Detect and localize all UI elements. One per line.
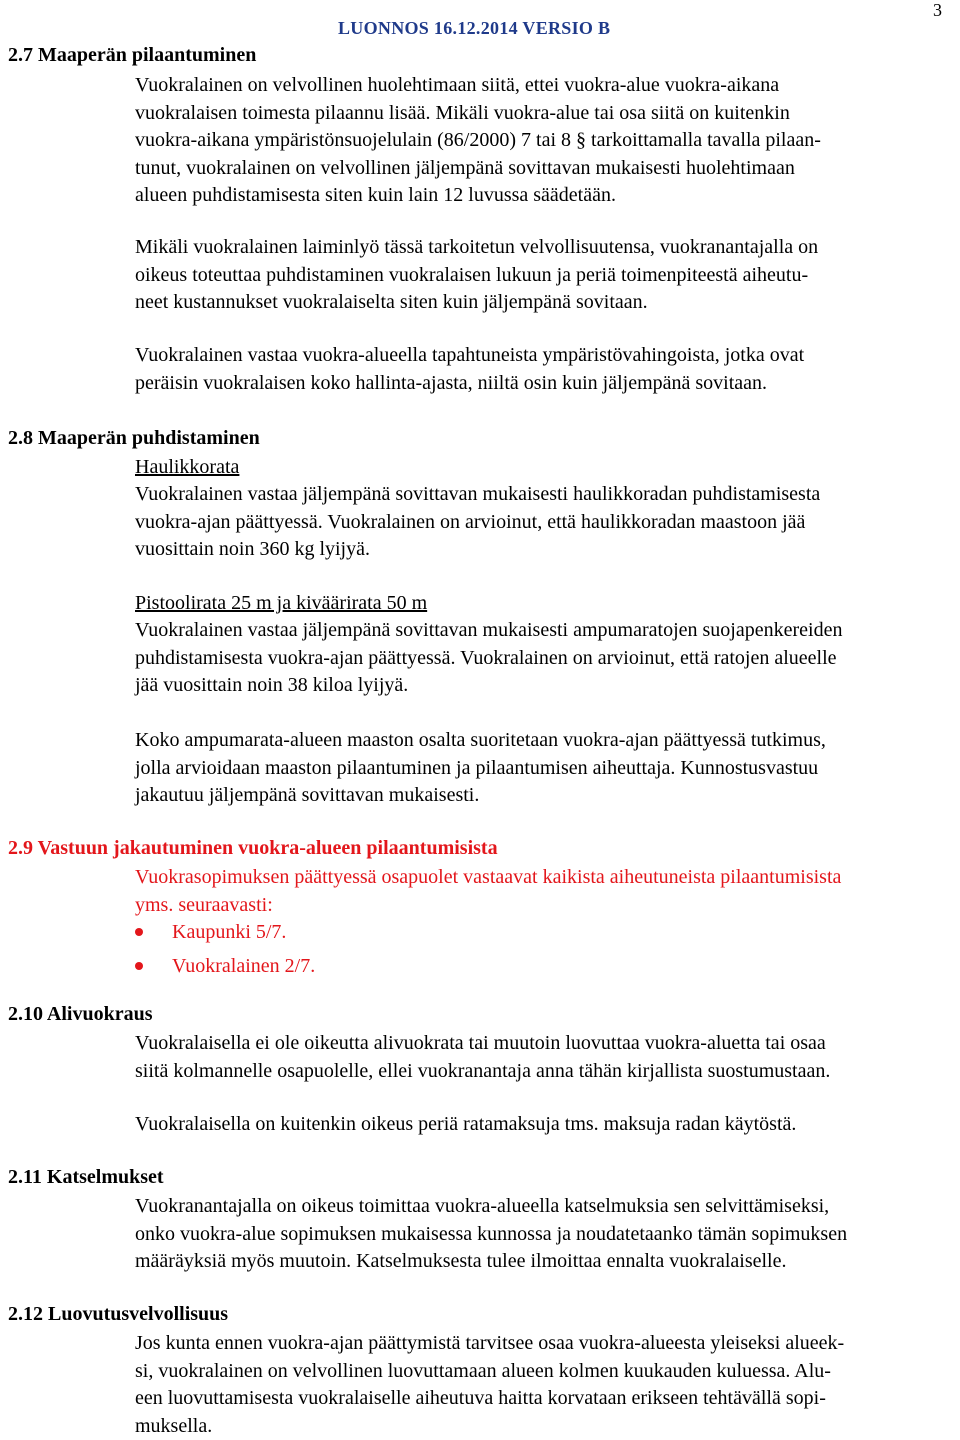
paragraph bbox=[135, 234, 953, 317]
text-line: vuokralaisen toimesta pilaannu lisää. Mikäli vuokra-alue tai osa siitä on kuitenkin bbox=[135, 100, 953, 128]
section-heading-2-7: 2.7 Maaperän pilaantuminen bbox=[8, 44, 256, 67]
text-line: Mikäli vuokralainen laiminlyö tässä tarkoitetun velvollisuutensa, vuokranantajalla on bbox=[135, 234, 953, 262]
paragraph bbox=[135, 342, 953, 397]
text-line: Vuokralaisella on kuitenkin oikeus periä ratamaksuja tms. maksuja radan käytöstä. bbox=[135, 1111, 953, 1139]
section-heading-2-11: 2.11 Katselmukset bbox=[8, 1166, 164, 1189]
text-line: si, vuokralainen on velvollinen luovuttamaan alueen kolmen kuukauden kuluessa. Alu- bbox=[135, 1358, 953, 1386]
text-line: jää vuosittain noin 38 kiloa lyijyä. bbox=[135, 672, 953, 700]
text-line: peräisin vuokralaisen koko hallinta-ajasta, niiltä osin kuin jäljempänä sovitaan. bbox=[135, 370, 953, 398]
section-heading-2-9: 2.9 Vastuun jakautuminen vuokra-alueen pilaantumisista bbox=[8, 837, 498, 860]
paragraph bbox=[135, 1030, 953, 1085]
bullet-icon bbox=[135, 962, 143, 970]
text-line: vuokra-aikana ympäristönsuojelulain (86/2000) 7 tai 8 § tarkoittamalla tavalla pilaan- bbox=[135, 127, 953, 155]
paragraph bbox=[135, 1111, 953, 1139]
text-line: Vuokralainen vastaa jäljempänä sovittavan mukaisesti haulikkoradan puhdistamisesta bbox=[135, 481, 953, 509]
text-line: Vuokralaisella ei ole oikeutta alivuokrata tai muutoin luovuttaa vuokra-aluetta tai osaa bbox=[135, 1030, 953, 1058]
text-line: een luovuttamisesta vuokralaiselle aiheutuva haitta korvataan erikseen tehtävällä sopi- bbox=[135, 1385, 953, 1413]
section-heading-2-8: 2.8 Maaperän puhdistaminen bbox=[8, 427, 260, 450]
subheading-pistoolirata: Pistoolirata 25 m ja kiväärirata 50 m bbox=[135, 590, 427, 618]
text-line: onko vuokra-alue sopimuksen mukaisessa kunnossa ja noudatetaanko tämän sopimuksen bbox=[135, 1221, 953, 1249]
text-line: Vuokralainen vastaa vuokra-alueella tapahtuneista ympäristövahingoista, jotka ovat bbox=[135, 342, 953, 370]
text-line: Jos kunta ennen vuokra-ajan päättymistä tarvitsee osaa vuokra-alueesta yleiseksi alueek- bbox=[135, 1330, 953, 1358]
paragraph bbox=[135, 617, 953, 700]
text-line: Koko ampumarata-alueen maaston osalta suoritetaan vuokra-ajan päättyessä tutkimus, bbox=[135, 727, 953, 755]
text-line: tunut, vuokralainen on velvollinen jäljempänä sovittavan mukaisesti huolehtimaan bbox=[135, 155, 953, 183]
bullet-icon bbox=[135, 928, 143, 936]
text-line: jakautuu jäljempänä sovittavan mukaisesti. bbox=[135, 782, 953, 810]
section-heading-2-10: 2.10 Alivuokraus bbox=[8, 1003, 152, 1026]
text-line: jolla arvioidaan maaston pilaantuminen ja pilaantumisen aiheuttaja. Kunnostusvastuu bbox=[135, 755, 953, 783]
paragraph bbox=[135, 1193, 953, 1276]
list-item: Vuokralainen 2/7. bbox=[135, 949, 315, 983]
text-line: Vuokralainen on velvollinen huolehtimaan siitä, ettei vuokra-alue vuokra-aikana bbox=[135, 72, 953, 100]
paragraph bbox=[135, 1330, 953, 1440]
paragraph bbox=[135, 727, 953, 810]
text-line: Vuokralainen vastaa jäljempänä sovittavan mukaisesti ampumaratojen suojapenkereiden bbox=[135, 617, 953, 645]
text-line: vuokra-ajan päättyessä. Vuokralainen on arvioinut, että haulikkoradan maastoon jää bbox=[135, 509, 953, 537]
list-item: Kaupunki 5/7. bbox=[135, 915, 315, 949]
responsibility-list bbox=[135, 915, 315, 983]
text-line: määräyksiä myös muutoin. Katselmuksesta tulee ilmoittaa ennalta vuokralaiselle. bbox=[135, 1248, 953, 1276]
section-heading-2-12: 2.12 Luovutusvelvollisuus bbox=[8, 1303, 228, 1326]
text-line: muksella. bbox=[135, 1413, 953, 1440]
text-line: siitä kolmannelle osapuolelle, ellei vuokranantaja anna tähän kirjallista suostumustaan. bbox=[135, 1058, 953, 1086]
text-line: Vuokranantajalla on oikeus toimittaa vuokra-alueella katselmuksia sen selvittämiseksi, bbox=[135, 1193, 953, 1221]
text-line: vuosittain noin 360 kg lyijyä. bbox=[135, 536, 953, 564]
text-line: alueen puhdistamisesta siten kuin lain 12 luvussa säädetään. bbox=[135, 182, 953, 210]
text-line: yms. seuraavasti: bbox=[135, 892, 953, 920]
text-line: neet kustannukset vuokralaiselta siten kuin jäljempänä sovitaan. bbox=[135, 289, 953, 317]
text-line: Vuokrasopimuksen päättyessä osapuolet vastaavat kaikista aiheutuneista pilaantumisista bbox=[135, 864, 953, 892]
text-line: oikeus toteuttaa puhdistaminen vuokralaisen lukuun ja periä toimenpiteestä aiheutu- bbox=[135, 262, 953, 290]
page-number: 3 bbox=[933, 0, 942, 21]
paragraph bbox=[135, 864, 953, 919]
paragraph bbox=[135, 72, 953, 210]
paragraph bbox=[135, 481, 953, 564]
subheading-haulikkorata: Haulikkorata bbox=[135, 454, 239, 482]
text-line: puhdistamisesta vuokra-ajan päättyessä. Vuokralainen on arvioinut, että ratojen alueelle bbox=[135, 645, 953, 673]
draft-watermark-header: LUONNOS 16.12.2014 VERSIO B bbox=[338, 18, 610, 39]
